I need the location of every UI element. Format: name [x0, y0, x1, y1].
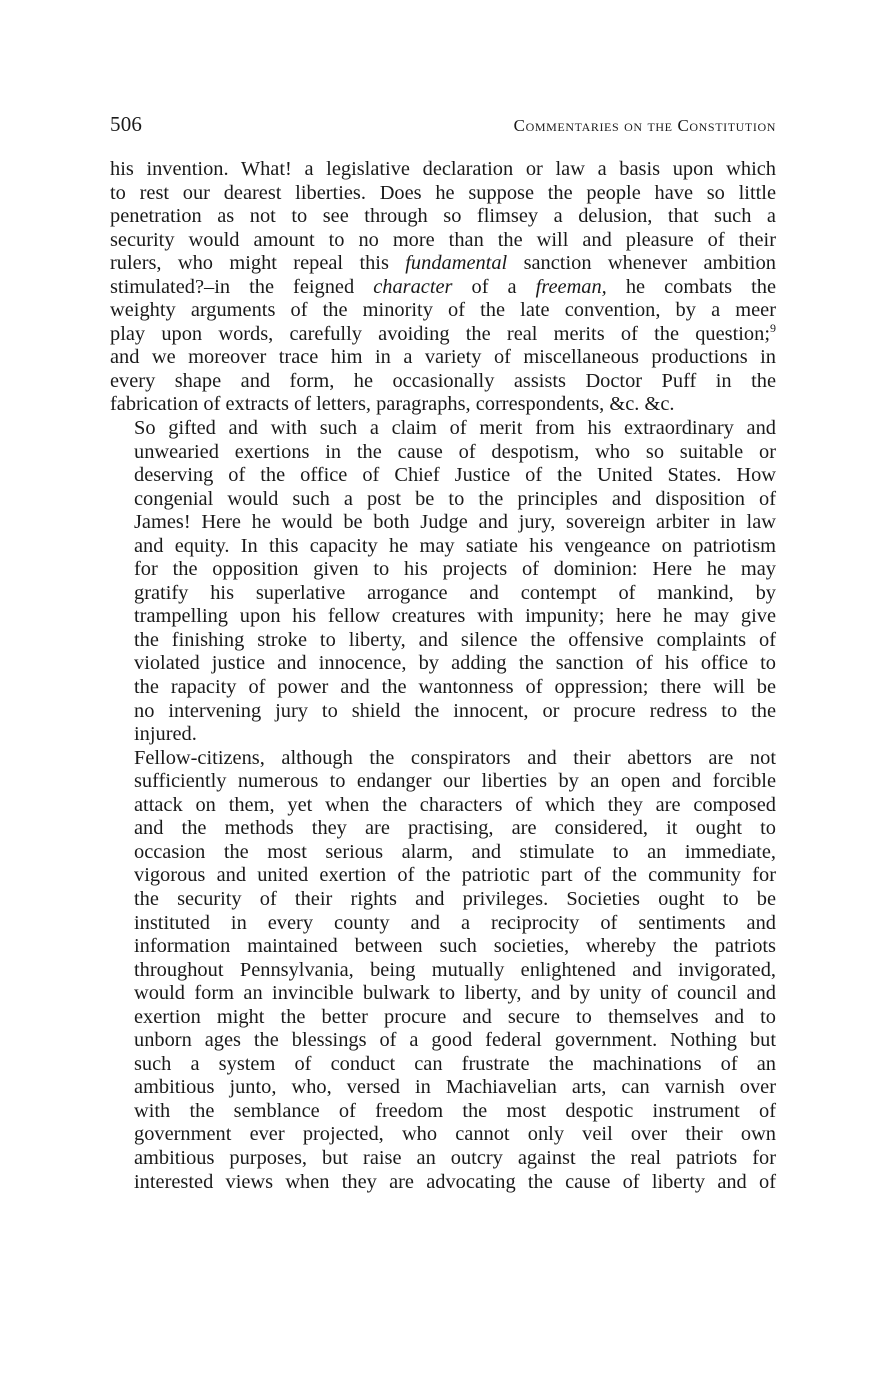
italic-term-freeman: freeman,: [535, 275, 607, 298]
text-line: violated justice and innocence, by adding the sanction of his office to: [134, 652, 776, 675]
text-line: would form an invincible bulwark to liberty, and by unity of council and: [134, 982, 776, 1005]
text-line: weighty arguments of the minority of the late convention, by a meer: [110, 299, 776, 322]
text-line: the finishing stroke to liberty, and silence the offensive complaints of: [134, 628, 776, 651]
text-line: James! Here he would be both Judge and jury, sovereign arbiter in law: [134, 511, 776, 534]
text-run: rulers, who might repeal this: [110, 252, 406, 275]
text-line: security would amount to no more than the will and pleasure of their: [110, 228, 776, 251]
text-line: unborn ages the blessings of a good federal government. Nothing but: [134, 1029, 776, 1052]
footnote-marker: 9: [770, 320, 776, 335]
text-run: stimulated?–in the feigned: [110, 275, 374, 298]
text-line: attack on them, yet when the characters of which they are composed: [134, 793, 776, 816]
italic-term-fundamental: fundamental: [405, 252, 508, 275]
text-line: deserving of the office of Chief Justice of the United States. How: [134, 464, 776, 487]
text-line: with the semblance of freedom the most despotic instrument of: [134, 1099, 776, 1122]
text-line: fabrication of extracts of letters, paragraphs, correspondents, &c. &c.: [110, 393, 675, 416]
italic-term-character: character: [373, 275, 453, 298]
text-line: government ever projected, who cannot only veil over their own: [134, 1123, 776, 1146]
text-line: [110, 320, 776, 347]
text-line: the security of their rights and privileges. Societies ought to be: [134, 887, 776, 910]
text-run: of a: [452, 275, 536, 298]
page-number: 506: [110, 112, 143, 136]
text-line: exertion might the better procure and secure to themselves and to: [134, 1005, 776, 1028]
text-line: [110, 252, 776, 276]
text-line: his invention. What! a legislative declaration or law a basis upon which: [110, 158, 776, 180]
text-line: for the opposition given to his projects of dominion: Here he may: [134, 558, 776, 581]
text-line: information maintained between such societies, whereby the patriots: [134, 935, 776, 958]
text-line: So gifted and with such a claim of merit from his extraordinary and: [134, 417, 776, 440]
text-line: ambitious purposes, but raise an outcry against the real patriots for: [134, 1146, 776, 1169]
text-run: play upon words, carefully avoiding the real merits of the question;: [110, 322, 770, 345]
text-line: [110, 276, 776, 300]
text-line: gratify his superlative arrogance and contempt of mankind, by: [134, 581, 776, 604]
text-line: the rapacity of power and the wantonness of oppression; there will be: [134, 676, 776, 699]
paragraph-2: [110, 417, 776, 747]
text-line: and we moreover trace him in a variety of miscellaneous productions in: [110, 346, 776, 369]
text-line: such a system of conduct can frustrate the machinations of an: [134, 1052, 776, 1075]
text-line: instituted in every county and a reciprocity of sentiments and: [134, 911, 776, 934]
text-run: he combats the: [606, 275, 776, 298]
text-line: throughout Pennsylvania, being mutually enlightened and invigorated,: [134, 958, 776, 981]
book-page: [110, 112, 776, 1194]
text-line: every shape and form, he occasionally assists Doctor Puff in the: [110, 369, 776, 392]
text-line: and the methods they are practising, are considered, it ought to: [134, 817, 776, 840]
text-line: penetration as not to see through so flimsey a delusion, that such a: [110, 205, 776, 228]
text-line: unwearied exertions in the cause of despotism, who so suitable or: [134, 440, 776, 463]
text-line: congenial would such a post be to the principles and disposition of: [134, 487, 776, 510]
text-line: injured.: [134, 723, 197, 746]
text-line: no intervening jury to shield the innocent, or procure redress to the: [134, 699, 776, 722]
text-line: vigorous and united exertion of the patriotic part of the community for: [134, 864, 776, 887]
running-title: Commentaries on the Constitution: [513, 116, 776, 135]
text-line: interested views when they are advocating the cause of liberty and of: [134, 1170, 776, 1193]
text-line: occasion the most serious alarm, and stimulate to an immediate,: [134, 840, 776, 863]
text-line: ambitious junto, who, versed in Machiavelian arts, can varnish over: [134, 1076, 776, 1099]
body-text: [110, 158, 776, 1194]
text-run: sanction whenever ambition: [507, 252, 776, 275]
text-line: Fellow-citizens, although the conspirators and their abettors are not: [134, 746, 776, 769]
paragraph-3: [110, 747, 776, 1194]
text-line: and equity. In this capacity he may satiate his vengeance on patriotism: [134, 534, 776, 557]
running-head: [110, 112, 776, 142]
paragraph-1: [110, 158, 776, 417]
text-line: sufficiently numerous to endanger our liberties by an open and forcible: [134, 770, 776, 793]
text-line: to rest our dearest liberties. Does he suppose the people have so little: [110, 181, 776, 204]
text-line: trampelling upon his fellow creatures with impunity; here he may give: [134, 605, 776, 628]
